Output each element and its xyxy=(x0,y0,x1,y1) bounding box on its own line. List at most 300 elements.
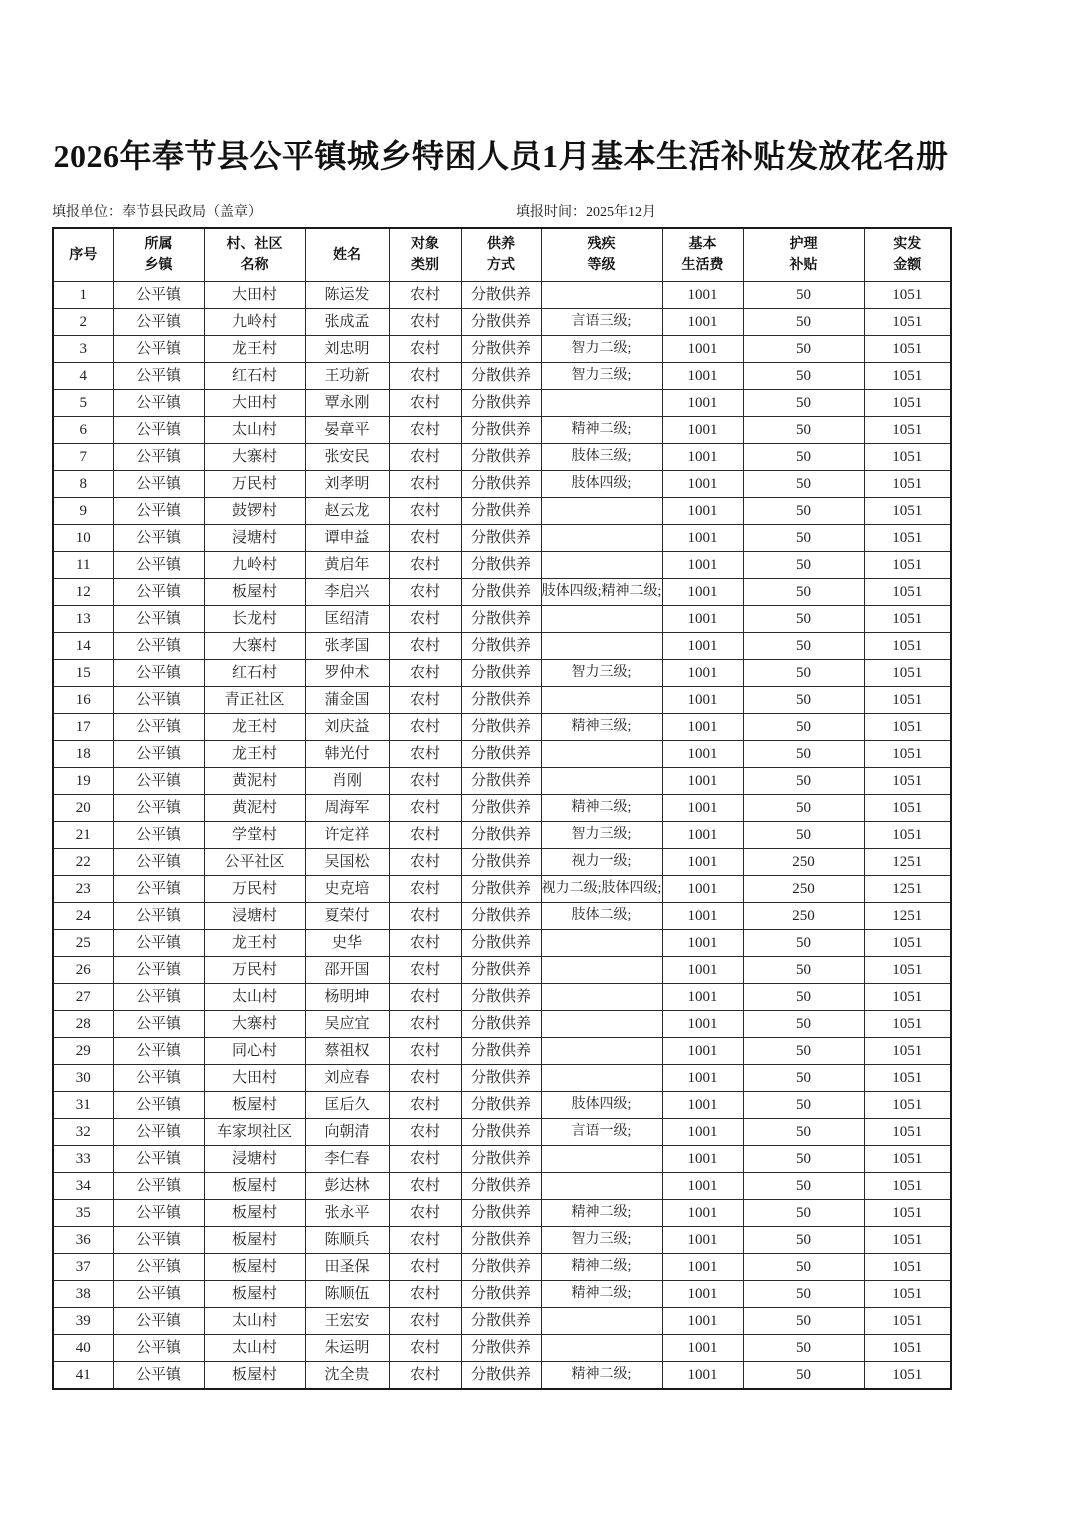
cell-support: 分散供养 xyxy=(461,849,541,876)
cell-disability xyxy=(541,633,662,660)
cell-total: 1051 xyxy=(864,336,951,363)
cell-name: 匡后久 xyxy=(305,1092,389,1119)
cell-town: 公平镇 xyxy=(113,498,204,525)
cell-village: 板屋村 xyxy=(204,1227,305,1254)
cell-disability: 肢体四级; xyxy=(541,471,662,498)
cell-category: 农村 xyxy=(389,768,461,795)
cell-support: 分散供养 xyxy=(461,876,541,903)
cell-support: 分散供养 xyxy=(461,1281,541,1308)
cell-total: 1051 xyxy=(864,1254,951,1281)
cell-name: 罗仲术 xyxy=(305,660,389,687)
cell-name: 吴应宜 xyxy=(305,1011,389,1038)
cell-town: 公平镇 xyxy=(113,471,204,498)
cell-village: 太山村 xyxy=(204,1308,305,1335)
cell-seq: 26 xyxy=(53,957,113,984)
cell-care: 50 xyxy=(743,498,864,525)
cell-seq: 17 xyxy=(53,714,113,741)
cell-care: 50 xyxy=(743,714,864,741)
cell-total: 1051 xyxy=(864,768,951,795)
cell-total: 1051 xyxy=(864,1038,951,1065)
cell-category: 农村 xyxy=(389,471,461,498)
cell-support: 分散供养 xyxy=(461,1119,541,1146)
cell-total: 1051 xyxy=(864,957,951,984)
cell-disability: 精神二级; xyxy=(541,795,662,822)
cell-disability: 智力三级; xyxy=(541,660,662,687)
table-row xyxy=(53,1065,951,1092)
cell-care: 50 xyxy=(743,1200,864,1227)
cell-name: 谭申益 xyxy=(305,525,389,552)
cell-total: 1051 xyxy=(864,606,951,633)
table-row xyxy=(53,417,951,444)
cell-disability xyxy=(541,768,662,795)
cell-village: 长龙村 xyxy=(204,606,305,633)
table-row xyxy=(53,660,951,687)
cell-disability: 言语一级; xyxy=(541,1119,662,1146)
cell-total: 1051 xyxy=(864,822,951,849)
cell-seq: 2 xyxy=(53,309,113,336)
cell-support: 分散供养 xyxy=(461,1200,541,1227)
cell-village: 板屋村 xyxy=(204,1362,305,1390)
cell-basic: 1001 xyxy=(662,633,743,660)
cell-total: 1051 xyxy=(864,282,951,309)
cell-total: 1051 xyxy=(864,471,951,498)
cell-support: 分散供养 xyxy=(461,579,541,606)
cell-seq: 18 xyxy=(53,741,113,768)
cell-village: 大田村 xyxy=(204,1065,305,1092)
cell-care: 50 xyxy=(743,1227,864,1254)
table-row xyxy=(53,795,951,822)
cell-care: 50 xyxy=(743,822,864,849)
table-row xyxy=(53,714,951,741)
cell-village: 大田村 xyxy=(204,390,305,417)
cell-name: 张成孟 xyxy=(305,309,389,336)
cell-basic: 1001 xyxy=(662,1227,743,1254)
cell-category: 农村 xyxy=(389,660,461,687)
cell-basic: 1001 xyxy=(662,822,743,849)
cell-name: 张永平 xyxy=(305,1200,389,1227)
cell-category: 农村 xyxy=(389,282,461,309)
cell-care: 50 xyxy=(743,1011,864,1038)
cell-basic: 1001 xyxy=(662,957,743,984)
cell-disability xyxy=(541,687,662,714)
cell-support: 分散供养 xyxy=(461,741,541,768)
table-head xyxy=(53,228,951,282)
cell-seq: 14 xyxy=(53,633,113,660)
cell-care: 50 xyxy=(743,768,864,795)
cell-support: 分散供养 xyxy=(461,1335,541,1362)
cell-name: 晏章平 xyxy=(305,417,389,444)
cell-town: 公平镇 xyxy=(113,768,204,795)
cell-care: 50 xyxy=(743,1119,864,1146)
cell-seq: 40 xyxy=(53,1335,113,1362)
cell-village: 板屋村 xyxy=(204,1254,305,1281)
cell-basic: 1001 xyxy=(662,1254,743,1281)
cell-care: 50 xyxy=(743,309,864,336)
table-row xyxy=(53,552,951,579)
cell-village: 浸塘村 xyxy=(204,525,305,552)
cell-disability xyxy=(541,1146,662,1173)
cell-support: 分散供养 xyxy=(461,1038,541,1065)
cell-basic: 1001 xyxy=(662,417,743,444)
cell-basic: 1001 xyxy=(662,444,743,471)
cell-basic: 1001 xyxy=(662,1173,743,1200)
cell-name: 向朝清 xyxy=(305,1119,389,1146)
table-row xyxy=(53,444,951,471)
cell-name: 刘应春 xyxy=(305,1065,389,1092)
cell-town: 公平镇 xyxy=(113,552,204,579)
cell-category: 农村 xyxy=(389,336,461,363)
table-row xyxy=(53,471,951,498)
cell-name: 刘忠明 xyxy=(305,336,389,363)
cell-category: 农村 xyxy=(389,498,461,525)
cell-care: 50 xyxy=(743,1362,864,1390)
cell-category: 农村 xyxy=(389,1173,461,1200)
table-row xyxy=(53,768,951,795)
cell-disability: 精神二级; xyxy=(541,1200,662,1227)
cell-basic: 1001 xyxy=(662,1200,743,1227)
cell-total: 1051 xyxy=(864,1092,951,1119)
cell-care: 50 xyxy=(743,1254,864,1281)
cell-total: 1051 xyxy=(864,498,951,525)
cell-disability xyxy=(541,606,662,633)
cell-disability xyxy=(541,282,662,309)
cell-category: 农村 xyxy=(389,606,461,633)
cell-support: 分散供养 xyxy=(461,1254,541,1281)
cell-name: 黄启年 xyxy=(305,552,389,579)
cell-total: 1051 xyxy=(864,309,951,336)
cell-disability: 视力一级; xyxy=(541,849,662,876)
cell-seq: 35 xyxy=(53,1200,113,1227)
cell-name: 周海军 xyxy=(305,795,389,822)
cell-total: 1051 xyxy=(864,444,951,471)
cell-total: 1051 xyxy=(864,1011,951,1038)
cell-name: 肖刚 xyxy=(305,768,389,795)
cell-support: 分散供养 xyxy=(461,984,541,1011)
cell-town: 公平镇 xyxy=(113,903,204,930)
table-row xyxy=(53,903,951,930)
cell-town: 公平镇 xyxy=(113,930,204,957)
cell-town: 公平镇 xyxy=(113,876,204,903)
cell-support: 分散供养 xyxy=(461,687,541,714)
column-header-total: 实发 金额 xyxy=(864,228,951,282)
header-row xyxy=(53,228,951,282)
table-row xyxy=(53,984,951,1011)
table-row xyxy=(53,876,951,903)
cell-support: 分散供养 xyxy=(461,660,541,687)
cell-town: 公平镇 xyxy=(113,1362,204,1390)
cell-support: 分散供养 xyxy=(461,525,541,552)
cell-village: 龙王村 xyxy=(204,930,305,957)
cell-category: 农村 xyxy=(389,903,461,930)
cell-basic: 1001 xyxy=(662,1092,743,1119)
cell-category: 农村 xyxy=(389,849,461,876)
cell-village: 万民村 xyxy=(204,957,305,984)
cell-disability xyxy=(541,1065,662,1092)
cell-care: 50 xyxy=(743,1308,864,1335)
cell-basic: 1001 xyxy=(662,525,743,552)
table-body xyxy=(53,282,951,1390)
cell-seq: 10 xyxy=(53,525,113,552)
cell-support: 分散供养 xyxy=(461,336,541,363)
cell-town: 公平镇 xyxy=(113,633,204,660)
cell-basic: 1001 xyxy=(662,363,743,390)
cell-disability: 精神二级; xyxy=(541,417,662,444)
cell-support: 分散供养 xyxy=(461,1362,541,1390)
cell-basic: 1001 xyxy=(662,579,743,606)
cell-town: 公平镇 xyxy=(113,714,204,741)
table-row xyxy=(53,1146,951,1173)
cell-category: 农村 xyxy=(389,1362,461,1390)
cell-care: 50 xyxy=(743,552,864,579)
cell-name: 韩光付 xyxy=(305,741,389,768)
cell-village: 板屋村 xyxy=(204,1173,305,1200)
cell-seq: 24 xyxy=(53,903,113,930)
cell-village: 大田村 xyxy=(204,282,305,309)
cell-disability: 智力三级; xyxy=(541,363,662,390)
cell-support: 分散供养 xyxy=(461,363,541,390)
cell-disability: 精神三级; xyxy=(541,714,662,741)
cell-disability xyxy=(541,1011,662,1038)
cell-disability: 精神二级; xyxy=(541,1254,662,1281)
cell-name: 王宏安 xyxy=(305,1308,389,1335)
cell-category: 农村 xyxy=(389,984,461,1011)
cell-seq: 39 xyxy=(53,1308,113,1335)
cell-total: 1051 xyxy=(864,552,951,579)
table-row xyxy=(53,957,951,984)
cell-basic: 1001 xyxy=(662,930,743,957)
cell-village: 大寨村 xyxy=(204,444,305,471)
table-row xyxy=(53,1200,951,1227)
cell-disability xyxy=(541,957,662,984)
cell-seq: 29 xyxy=(53,1038,113,1065)
cell-category: 农村 xyxy=(389,714,461,741)
cell-basic: 1001 xyxy=(662,498,743,525)
cell-total: 1251 xyxy=(864,903,951,930)
cell-name: 王功新 xyxy=(305,363,389,390)
cell-total: 1051 xyxy=(864,984,951,1011)
table-row xyxy=(53,579,951,606)
cell-name: 沈全贵 xyxy=(305,1362,389,1390)
cell-category: 农村 xyxy=(389,741,461,768)
cell-basic: 1001 xyxy=(662,849,743,876)
cell-name: 李仁春 xyxy=(305,1146,389,1173)
cell-total: 1251 xyxy=(864,849,951,876)
cell-village: 公平社区 xyxy=(204,849,305,876)
cell-basic: 1001 xyxy=(662,714,743,741)
cell-village: 黄泥村 xyxy=(204,768,305,795)
cell-town: 公平镇 xyxy=(113,984,204,1011)
table-row xyxy=(53,336,951,363)
cell-support: 分散供养 xyxy=(461,498,541,525)
cell-seq: 5 xyxy=(53,390,113,417)
column-header-seq: 序号 xyxy=(53,228,113,282)
cell-town: 公平镇 xyxy=(113,1092,204,1119)
cell-category: 农村 xyxy=(389,390,461,417)
cell-total: 1051 xyxy=(864,417,951,444)
cell-seq: 8 xyxy=(53,471,113,498)
cell-support: 分散供养 xyxy=(461,1092,541,1119)
cell-category: 农村 xyxy=(389,1200,461,1227)
cell-category: 农村 xyxy=(389,309,461,336)
cell-care: 50 xyxy=(743,444,864,471)
cell-town: 公平镇 xyxy=(113,1335,204,1362)
cell-category: 农村 xyxy=(389,1254,461,1281)
cell-basic: 1001 xyxy=(662,606,743,633)
table-row xyxy=(53,1092,951,1119)
cell-town: 公平镇 xyxy=(113,417,204,444)
cell-category: 农村 xyxy=(389,1011,461,1038)
cell-town: 公平镇 xyxy=(113,957,204,984)
cell-town: 公平镇 xyxy=(113,363,204,390)
cell-total: 1051 xyxy=(864,1200,951,1227)
cell-category: 农村 xyxy=(389,1119,461,1146)
cell-seq: 4 xyxy=(53,363,113,390)
cell-total: 1051 xyxy=(864,363,951,390)
cell-seq: 11 xyxy=(53,552,113,579)
cell-care: 50 xyxy=(743,282,864,309)
cell-name: 史克培 xyxy=(305,876,389,903)
roster-table xyxy=(52,227,952,1390)
cell-support: 分散供养 xyxy=(461,903,541,930)
cell-disability: 言语三级; xyxy=(541,309,662,336)
cell-total: 1051 xyxy=(864,1308,951,1335)
cell-town: 公平镇 xyxy=(113,444,204,471)
table-row xyxy=(53,1335,951,1362)
cell-care: 50 xyxy=(743,1173,864,1200)
cell-care: 50 xyxy=(743,930,864,957)
cell-total: 1051 xyxy=(864,660,951,687)
cell-care: 50 xyxy=(743,525,864,552)
table-row xyxy=(53,282,951,309)
cell-town: 公平镇 xyxy=(113,1038,204,1065)
cell-category: 农村 xyxy=(389,417,461,444)
table-row xyxy=(53,1362,951,1390)
cell-village: 太山村 xyxy=(204,417,305,444)
cell-village: 龙王村 xyxy=(204,336,305,363)
cell-basic: 1001 xyxy=(662,552,743,579)
cell-care: 50 xyxy=(743,579,864,606)
cell-village: 板屋村 xyxy=(204,579,305,606)
cell-seq: 7 xyxy=(53,444,113,471)
cell-town: 公平镇 xyxy=(113,741,204,768)
column-header-category: 对象 类别 xyxy=(389,228,461,282)
column-header-village: 村、社区 名称 xyxy=(204,228,305,282)
cell-total: 1051 xyxy=(864,633,951,660)
reporting-time-label: 填报时间：2025年12月 xyxy=(516,205,656,220)
cell-name: 匡绍清 xyxy=(305,606,389,633)
cell-total: 1051 xyxy=(864,1146,951,1173)
cell-seq: 13 xyxy=(53,606,113,633)
cell-name: 许定祥 xyxy=(305,822,389,849)
table-row xyxy=(53,822,951,849)
cell-name: 史华 xyxy=(305,930,389,957)
cell-support: 分散供养 xyxy=(461,1173,541,1200)
cell-care: 50 xyxy=(743,1335,864,1362)
cell-basic: 1001 xyxy=(662,768,743,795)
cell-disability: 智力三级; xyxy=(541,1227,662,1254)
cell-seq: 21 xyxy=(53,822,113,849)
table-row xyxy=(53,1254,951,1281)
cell-seq: 32 xyxy=(53,1119,113,1146)
cell-category: 农村 xyxy=(389,1308,461,1335)
cell-name: 杨明坤 xyxy=(305,984,389,1011)
cell-total: 1051 xyxy=(864,687,951,714)
cell-total: 1051 xyxy=(864,1119,951,1146)
cell-village: 浸塘村 xyxy=(204,903,305,930)
cell-total: 1051 xyxy=(864,795,951,822)
cell-category: 农村 xyxy=(389,876,461,903)
cell-care: 250 xyxy=(743,876,864,903)
cell-total: 1051 xyxy=(864,1227,951,1254)
cell-total: 1051 xyxy=(864,714,951,741)
cell-name: 蔡祖权 xyxy=(305,1038,389,1065)
table-row xyxy=(53,930,951,957)
cell-village: 鼓锣村 xyxy=(204,498,305,525)
cell-category: 农村 xyxy=(389,930,461,957)
cell-total: 1051 xyxy=(864,1335,951,1362)
cell-village: 太山村 xyxy=(204,1335,305,1362)
cell-care: 50 xyxy=(743,957,864,984)
cell-care: 50 xyxy=(743,1092,864,1119)
cell-disability xyxy=(541,390,662,417)
cell-town: 公平镇 xyxy=(113,282,204,309)
cell-care: 50 xyxy=(743,741,864,768)
cell-disability xyxy=(541,525,662,552)
cell-seq: 30 xyxy=(53,1065,113,1092)
cell-village: 龙王村 xyxy=(204,714,305,741)
cell-name: 刘孝明 xyxy=(305,471,389,498)
cell-basic: 1001 xyxy=(662,1308,743,1335)
cell-care: 50 xyxy=(743,390,864,417)
cell-town: 公平镇 xyxy=(113,1119,204,1146)
cell-village: 红石村 xyxy=(204,660,305,687)
cell-village: 大寨村 xyxy=(204,633,305,660)
cell-town: 公平镇 xyxy=(113,795,204,822)
cell-category: 农村 xyxy=(389,1038,461,1065)
cell-total: 1051 xyxy=(864,930,951,957)
cell-seq: 36 xyxy=(53,1227,113,1254)
cell-disability xyxy=(541,1173,662,1200)
cell-seq: 37 xyxy=(53,1254,113,1281)
cell-category: 农村 xyxy=(389,795,461,822)
cell-support: 分散供养 xyxy=(461,714,541,741)
cell-basic: 1001 xyxy=(662,741,743,768)
table-row xyxy=(53,363,951,390)
cell-care: 50 xyxy=(743,417,864,444)
cell-village: 板屋村 xyxy=(204,1200,305,1227)
reporting-unit-label: 填报单位：奉节县民政局（盖章） xyxy=(52,205,262,220)
cell-disability: 肢体四级;精神二级; xyxy=(541,579,662,606)
cell-disability xyxy=(541,1335,662,1362)
cell-support: 分散供养 xyxy=(461,444,541,471)
table-row xyxy=(53,1173,951,1200)
cell-town: 公平镇 xyxy=(113,660,204,687)
cell-support: 分散供养 xyxy=(461,471,541,498)
cell-care: 50 xyxy=(743,336,864,363)
cell-disability xyxy=(541,552,662,579)
cell-support: 分散供养 xyxy=(461,768,541,795)
cell-support: 分散供养 xyxy=(461,930,541,957)
cell-basic: 1001 xyxy=(662,282,743,309)
cell-village: 九岭村 xyxy=(204,552,305,579)
cell-support: 分散供养 xyxy=(461,1011,541,1038)
cell-basic: 1001 xyxy=(662,336,743,363)
cell-care: 50 xyxy=(743,633,864,660)
cell-category: 农村 xyxy=(389,1146,461,1173)
cell-town: 公平镇 xyxy=(113,1146,204,1173)
cell-seq: 31 xyxy=(53,1092,113,1119)
cell-name: 彭达林 xyxy=(305,1173,389,1200)
